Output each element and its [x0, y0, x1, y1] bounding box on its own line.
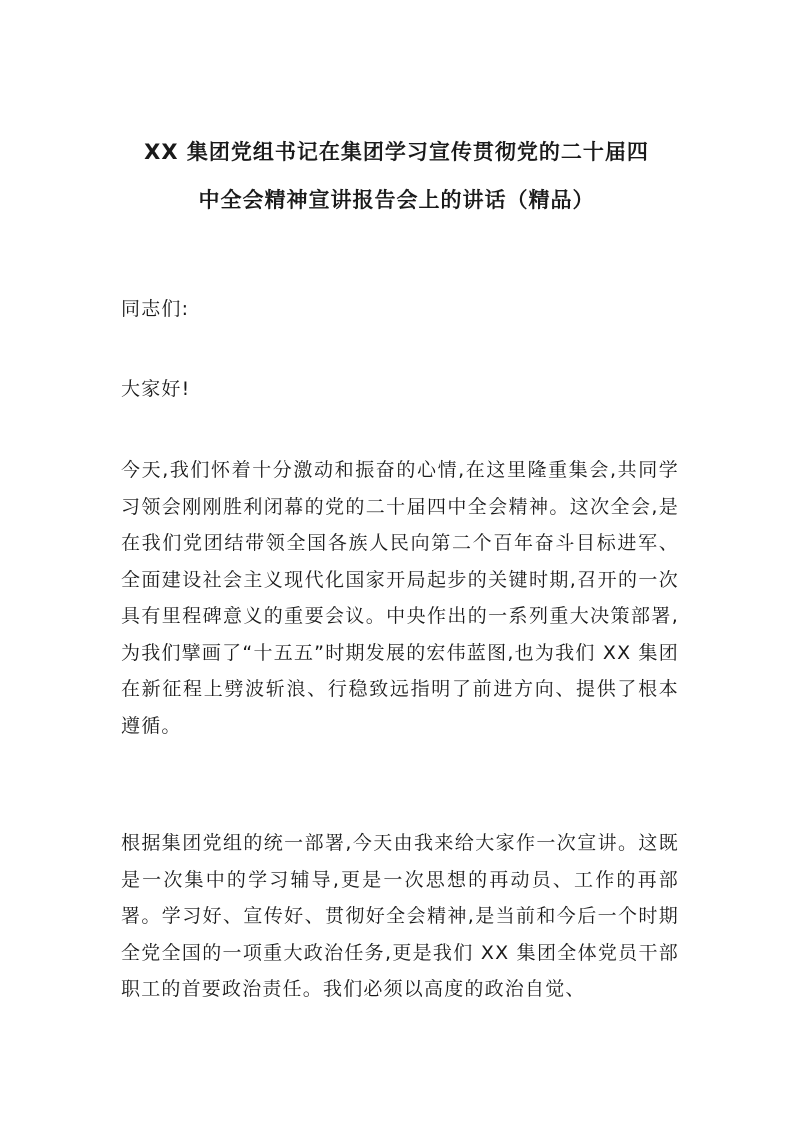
paragraph-1: 今天,我们怀着十分激动和振奋的心情,在这里隆重集会,共同学习领会刚刚胜利闭幕的党的二十届四中全会精神。这次全会,是在我们党团结带领全国各族人民向第二个百年奋斗目标进军、全面建设社会主义现代化国家开局起步的关键时期,召开的一次具有里程碑意义的重要会议。中央作出的一系列重大决策部署,为我们擘画了“十五五”时期发展的宏伟蓝图,也为我们 XX 集团在新征程上劈波斩浪、行稳致远指明了前进方向、提供了根本遵循。: [121, 459, 679, 737]
title-line-2: 中全会精神宣讲报告会上的讲话（精品）: [198, 188, 595, 212]
paragraph-2: 根据集团党组的统一部署,今天由我来给大家作一次宣讲。这既是一次集中的学习辅导,更是一次思想的再动员、工作的再部署。学习好、宣传好、贯彻好全会精神,是当前和今后一个时期全党全国的一项重大政治任务,更是我们 XX 集团全体党员干部职工的首要政治责任。我们必须以高度的政治自觉、: [121, 832, 679, 1000]
salutation: 同志们:: [121, 298, 190, 320]
document-title: [100, 128, 693, 224]
title-line-1: XX 集团党组书记在集团学习宣传贯彻党的二十届四: [144, 140, 649, 164]
greeting: 大家好!: [121, 378, 191, 400]
